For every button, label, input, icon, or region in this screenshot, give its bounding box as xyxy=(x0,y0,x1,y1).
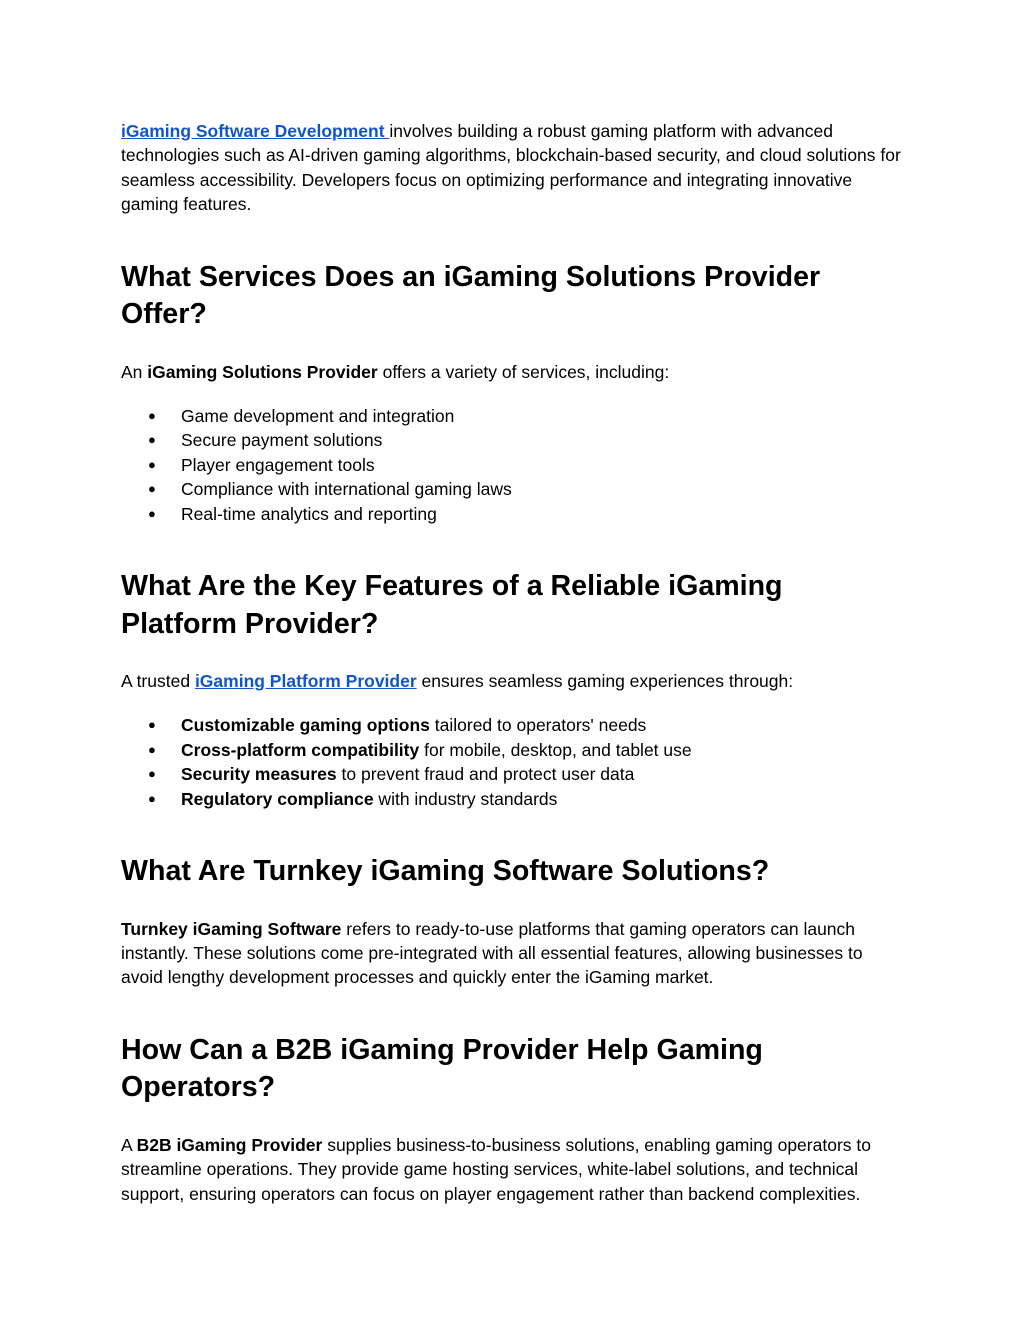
intro-paragraph xyxy=(121,119,906,217)
list-item: ● Security measures to prevent fraud and protect user data xyxy=(121,762,906,786)
bullet-icon: ● xyxy=(148,456,156,472)
bullet-icon: ● xyxy=(148,505,156,521)
list-item: ● Customizable gaming options tailored to operators' needs xyxy=(121,713,906,737)
features-list xyxy=(121,713,906,811)
list-item: ● Cross-platform compatibility for mobile, desktop, and tablet use xyxy=(121,738,906,762)
list-item: ● Player engagement tools xyxy=(121,453,906,477)
list-item: ● Real-time analytics and reporting xyxy=(121,502,906,526)
section2-heading: What Are the Key Features of a Reliable iGaming Platform Provider? xyxy=(121,570,783,640)
intro-text: involves building a robust gaming platform with advanced technologies such as AI-driven gaming algorithms, blockchain-based security, and cloud solutions for seamless accessibility. Developers focus on optimizing performance and integrating innovative gaming features. xyxy=(121,121,901,215)
list-item: ● Compliance with international gaming laws xyxy=(121,477,906,501)
section1-heading: What Services Does an iGaming Solutions Provider Offer? xyxy=(121,260,821,331)
bullet-icon: ● xyxy=(148,717,156,733)
bullet-icon: ● xyxy=(148,408,156,424)
section1-lead-bold: iGaming Solutions Provider xyxy=(147,361,378,382)
section3-paragraph: Turnkey iGaming Software refers to ready-to-use platforms that gaming operators can launch instantly. These solutions come pre-integrated with all essential features, allowing businesses to avoid lengthy development processes and quickly enter the iGaming market. xyxy=(121,918,863,988)
bullet-icon: ● xyxy=(148,741,156,757)
bullet-icon: ● xyxy=(148,790,156,806)
igaming-software-development-link[interactable]: iGaming Software Development xyxy=(121,121,390,141)
list-item: ● Secure payment solutions xyxy=(121,428,906,452)
section3-heading: What Are Turnkey iGaming Software Solutions? xyxy=(121,855,770,888)
services-list xyxy=(121,404,906,526)
bullet-icon: ● xyxy=(148,481,156,497)
section2-lead: A trusted iGaming Platform Provider ensures seamless gaming experiences through: xyxy=(121,671,794,692)
bullet-icon: ● xyxy=(148,766,156,782)
section1-lead: An iGaming Solutions Provider offers a variety of services, including: xyxy=(121,361,670,382)
document-content xyxy=(121,119,906,1206)
section4-heading: How Can a B2B iGaming Provider Help Gaming Operators? xyxy=(121,1033,763,1104)
list-item: ● Regulatory compliance with industry standards xyxy=(121,787,906,811)
bullet-icon: ● xyxy=(148,432,156,448)
igaming-platform-provider-link[interactable]: iGaming Platform Provider xyxy=(194,671,417,692)
list-item: ● Game development and integration xyxy=(121,404,906,428)
section4-paragraph: A B2B iGaming Provider supplies business-to-business solutions, enabling gaming operators to streamline operations. They provide game hosting services, white-label solutions, and technical support, ensuring operators can focus on player engagement rather than backend complexities. xyxy=(121,1134,871,1204)
